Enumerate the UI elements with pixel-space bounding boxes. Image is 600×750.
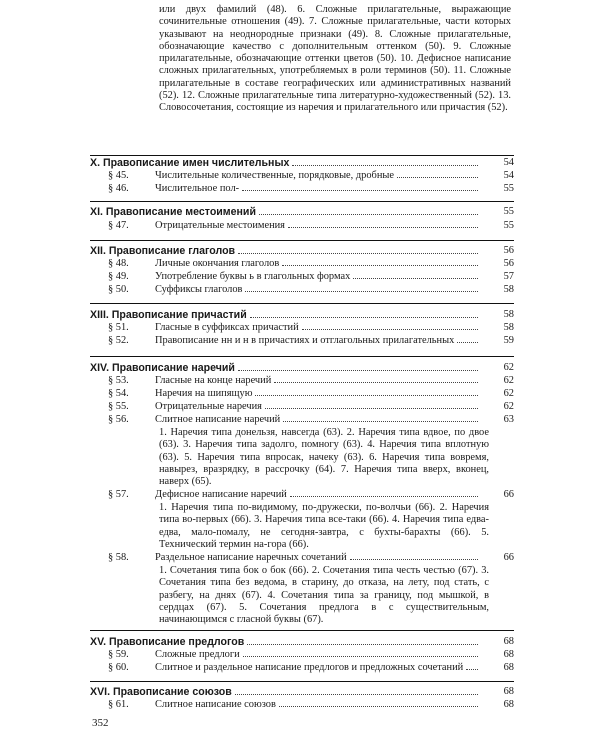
entry-page: 58 — [503, 284, 514, 295]
description-text: 1. Сочетания типа бок о бок (66). 2. Сочетания типа честь честью (67). 3. Сочетания типа без ведома, в старину, до отказа, на лету, под стать, с разбегу, на днях (67). 4. Сочетания типа за границу, под мышкой, в сердцах (67). 5. Сочетания предлога в с существительным, начинающимся с гласной буквы (67). — [159, 565, 489, 626]
intro-text: или двух фамилий (48). 6. Сложные прилагательные, выражающие сочинительные отношения (49). 7. Сложные прилагательные, части которых указывают на неоднородные признаки (49). 8. Сложные прилагательные, обозначающие качество с дополнительным оттенком (50). 9. Сложные прилагательные, обозначающие оттенки цветов (50). 10. Дефисное написание сложных прилагательных, употребляемых в роли терминов (50). 11. Сложные прилагательные в составе географических или административных названий (52). 12. Сложные прилагательные типа литературно-художественный (52). 13. Словосочетания, состоящие из наречия и прилагательного или причастия (52). — [159, 4, 511, 114]
dot-leader — [243, 656, 478, 657]
entry-title: Слитное написание союзов — [155, 699, 276, 710]
toc-entry — [90, 489, 514, 502]
paragraph-number: § 47. — [108, 220, 129, 231]
entry-title: Дефисное написание наречий — [155, 489, 287, 500]
toc-entry — [90, 552, 514, 565]
dot-leader — [259, 214, 478, 215]
entry-title: Правописание нн и н в причастиях и отглагольных прилагательных — [155, 335, 455, 346]
section-heading — [90, 686, 514, 699]
toc-entry — [90, 284, 514, 297]
description-text: 1. Наречия типа по-видимому, по-дружески, по-волчьи (66). 2. Наречия типа во-первых (66). 3. Наречия типа все-таки (66). 4. Наречия типа едва-едва, мало-помалу, не сегодня-завтра, с бухты-барахты (66). 5. Технический термин на-гора (66). — [159, 502, 489, 550]
dot-leader — [292, 165, 478, 166]
section-title: XIII. Правописание причастий — [90, 309, 247, 321]
toc-entry — [90, 183, 514, 196]
entry-title: Раздельное написание наречных сочетаний — [155, 552, 347, 563]
dot-leader — [350, 559, 478, 560]
section-title: XV. Правописание предлогов — [90, 636, 245, 648]
paragraph-number: § 49. — [108, 271, 129, 282]
entry-title: Слитное и раздельное написание предлогов и предложных сочетаний — [155, 662, 464, 673]
paragraph-number: § 52. — [108, 335, 129, 346]
intro-paragraph — [159, 4, 511, 115]
section-page: 54 — [503, 157, 514, 168]
dot-leader — [397, 177, 478, 178]
section-page: 68 — [503, 686, 514, 697]
section-heading — [90, 206, 514, 219]
section-divider — [90, 201, 514, 202]
dot-leader — [302, 329, 478, 330]
entry-description — [159, 502, 489, 551]
entry-title: Числительное пол- — [155, 183, 240, 194]
dot-leader — [255, 395, 478, 396]
section-page: 56 — [503, 245, 514, 256]
section-heading — [90, 157, 514, 170]
entry-page: 68 — [503, 662, 514, 673]
section-title: XVI. Правописание союзов — [90, 686, 232, 698]
dot-leader — [283, 421, 478, 422]
entry-title: Наречия на шипящую — [155, 388, 253, 399]
section-page: 55 — [503, 206, 514, 217]
section-title: X. Правописание имен числительных — [90, 157, 290, 169]
section-heading — [90, 309, 514, 322]
entry-title: Числительные количественные, порядковые, дробные — [155, 170, 394, 181]
section-divider — [90, 303, 514, 304]
paragraph-number: § 46. — [108, 183, 129, 194]
entry-page: 56 — [503, 258, 514, 269]
entry-page: 55 — [503, 183, 514, 194]
section-heading — [90, 245, 514, 258]
entry-page: 63 — [503, 414, 514, 425]
dot-leader — [457, 342, 478, 343]
paragraph-number: § 54. — [108, 388, 129, 399]
dot-leader — [265, 408, 478, 409]
dot-leader — [466, 669, 478, 670]
entry-title: Употребление буквы ь в глагольных формах — [155, 271, 351, 282]
section-page: 62 — [503, 362, 514, 373]
dot-leader — [242, 190, 478, 191]
section-divider — [90, 240, 514, 241]
paragraph-number: § 56. — [108, 414, 129, 425]
section-page: 58 — [503, 309, 514, 320]
toc-entry — [90, 388, 514, 401]
entry-title: Гласные в суффиксах причастий — [155, 322, 299, 333]
toc-entry — [90, 335, 514, 348]
toc-entry — [90, 322, 514, 335]
dot-leader — [250, 317, 478, 318]
dot-leader — [247, 644, 478, 645]
section-title: XI. Правописание местоимений — [90, 206, 256, 218]
description-text: 1. Наречия типа донельзя, навсегда (63). 2. Наречия типа вдвое, по двое (63). 3. Наречия типа задолго, помногу (63). 4. Наречия типа вплотную (63). 5. Наречия типа впросак, начеку (63). 6. Наречия типа вовремя, навырез, вразрядку, в рассрочку (64). 7. Наречия типа вверх, вконец, наверх (65). — [159, 427, 489, 488]
entry-page: 59 — [503, 335, 514, 346]
dot-leader — [279, 706, 478, 707]
toc-entry — [90, 375, 514, 388]
entry-title: Слитное написание наречий — [155, 414, 281, 425]
paragraph-number: § 50. — [108, 284, 129, 295]
dot-leader — [282, 265, 478, 266]
dot-leader — [274, 382, 478, 383]
toc-entry — [90, 699, 514, 712]
paragraph-number: § 45. — [108, 170, 129, 181]
dot-leader — [238, 370, 478, 371]
entry-title: Гласные на конце наречий — [155, 375, 272, 386]
toc-entry — [90, 401, 514, 414]
dot-leader — [238, 253, 478, 254]
dot-leader — [288, 227, 478, 228]
toc-entry — [90, 258, 514, 271]
dot-leader — [290, 496, 478, 497]
toc-entry — [90, 170, 514, 183]
section-title: XII. Правописание глаголов — [90, 245, 236, 257]
toc-entry — [90, 414, 514, 427]
dot-leader — [353, 278, 478, 279]
entry-page: 62 — [503, 388, 514, 399]
paragraph-number: § 51. — [108, 322, 129, 333]
paragraph-number: § 55. — [108, 401, 129, 412]
section-divider — [90, 681, 514, 682]
section-heading — [90, 362, 514, 375]
entry-page: 68 — [503, 699, 514, 710]
paragraph-number: § 57. — [108, 489, 129, 500]
toc-entry — [90, 271, 514, 284]
entry-page: 62 — [503, 375, 514, 386]
toc-entry — [90, 220, 514, 233]
paragraph-number: § 59. — [108, 649, 129, 660]
dot-leader — [245, 291, 478, 292]
page-number: 352 — [92, 717, 109, 729]
section-divider — [90, 630, 514, 631]
entry-page: 66 — [503, 489, 514, 500]
section-heading — [90, 636, 514, 649]
paragraph-number: § 61. — [108, 699, 129, 710]
entry-title: Отрицательные наречия — [155, 401, 262, 412]
entry-description — [159, 565, 489, 626]
section-divider — [90, 155, 514, 156]
entry-title: Суффиксы глаголов — [155, 284, 243, 295]
section-page: 68 — [503, 636, 514, 647]
paragraph-number: § 60. — [108, 662, 129, 673]
toc-entry — [90, 662, 514, 675]
entry-page: 66 — [503, 552, 514, 563]
entry-title: Личные окончания глаголов — [155, 258, 280, 269]
entry-title: Отрицательные местоимения — [155, 220, 285, 231]
entry-page: 55 — [503, 220, 514, 231]
toc-entry — [90, 649, 514, 662]
section-divider — [90, 356, 514, 357]
paragraph-number: § 58. — [108, 552, 129, 563]
entry-page: 62 — [503, 401, 514, 412]
paragraph-number: § 53. — [108, 375, 129, 386]
entry-page: 68 — [503, 649, 514, 660]
entry-page: 58 — [503, 322, 514, 333]
section-title: XIV. Правописание наречий — [90, 362, 235, 374]
dot-leader — [235, 694, 478, 695]
paragraph-number: § 48. — [108, 258, 129, 269]
entry-description — [159, 427, 489, 488]
entry-page: 57 — [503, 271, 514, 282]
entry-page: 54 — [503, 170, 514, 181]
entry-title: Сложные предлоги — [155, 649, 240, 660]
